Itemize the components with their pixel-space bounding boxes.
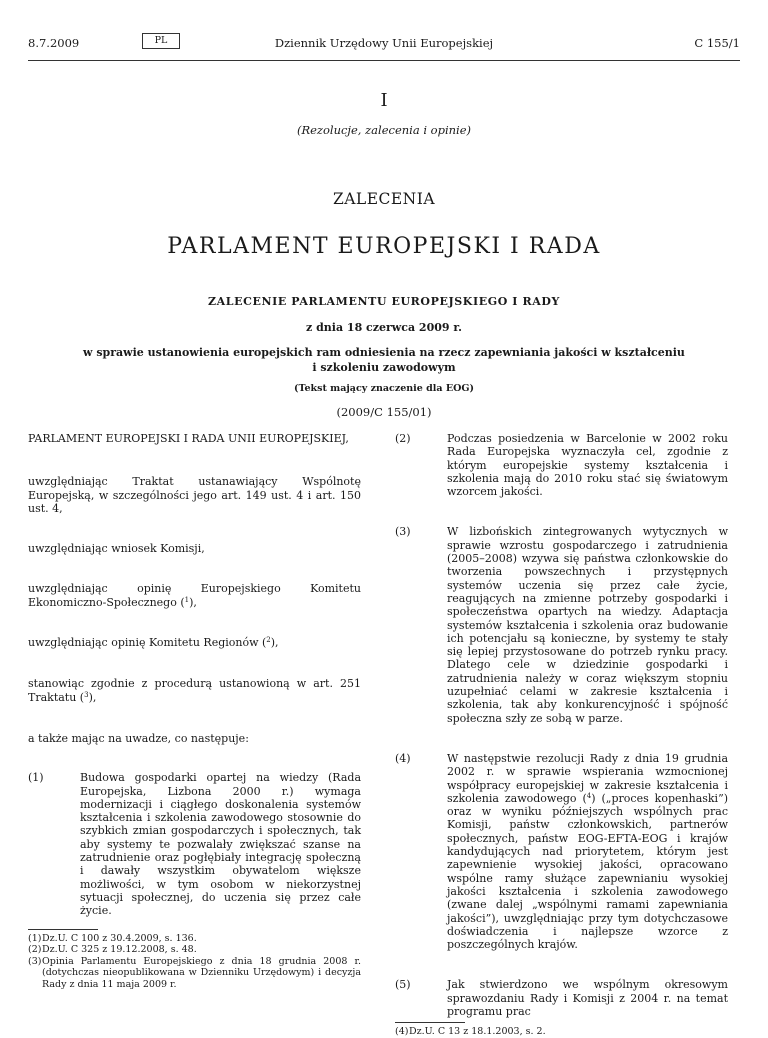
journal-title: Dziennik Urzędowy Unii Europejskiej — [274, 36, 494, 50]
footnote-ref[interactable]: 4 — [586, 791, 592, 800]
recital-1: (1) Budowa gospodarki opartej na wiedzy (Rada Europejska, Lizbona 2000 r.) wymaga modernizacji i ciągłego doskonalenia systemów kształcenia i szkolenia zawodowego stosownie do szybkich zmian gospodarczych i społecznych, tak aby systemy te pozwalały zwiększać szanse na zatrudnienie oraz pogłębiały integrację społeczną i dawały wszystkim obywatelom większe możliwości, w tym osobom w niekorzystnej sytuacji społecznej, do uczenia się przez całe życie. — [28, 771, 361, 918]
citation-eesc: uwzględniając opinię Europejskiego Komitetu Ekonomiczno-Społecznego ($^1$), — [28, 582, 361, 609]
recommendation-title: ZALECENIE PARLAMENTU EUROPEJSKIEGO I RADY — [208, 295, 560, 308]
subject-line-1: w sprawie ustanowienia europejskich ram odniesienia na rzecz zapewniania jakości w kształceniu — [83, 346, 685, 359]
recital-2: (2) Podczas posiedzenia w Barcelonie w 2002 roku Rada Europejska wyznaczyła cel, zgodnie z którym europejskie systemy kształcenia i szkolenia mają do 2010 roku stać się światowym wzorcem jakości. — [395, 432, 728, 499]
footnote-1: (1) Dz.U. C 100 z 30.4.2009, s. 136. — [28, 932, 197, 944]
document-reference: (2009/C 155/01) — [336, 405, 432, 419]
citation-regions: uwzględniając opinię Komitetu Regionów ($^2$), — [28, 636, 279, 650]
citation-commission: uwzględniając wniosek Komisji, — [28, 542, 205, 556]
recommendation-date: z dnia 18 czerwca 2009 r. — [306, 321, 462, 334]
section-heading: ZALECENIA — [332, 190, 436, 208]
header-divider — [28, 60, 740, 61]
footnote-2: (2) Dz.U. C 325 z 19.12.2008, s. 48. — [28, 944, 197, 956]
recital-3: (3) W lizbońskich zintegrowanych wytycznych w sprawie wzrostu gospodarczego i zatrudnienia (2005–2008) wzywa się państwa członkowskie do tworzenia powszechnych i przystępnych systemów uczenia się przez całe życie, reagujących na zmienne potrzeby gospodarki i społeczeństwa opartych na wiedzy. Adaptacja systemów kształcenia i szkolenia oraz budowanie ich potencjału są konieczne, by systemy te stały się lepiej przystosowane do potrzeb rynku pracy. Dlatego cele w dziedzinie gospodarki i zatrudnienia należy w coraz większym stopniu uzupełniać celami w zakresie kształcenia i szkolenia, tak aby konkurencyjność i spójność społeczna szły ze sobą w parze. — [395, 525, 728, 725]
citation-procedure: stanowiąc zgodnie z procedurą ustanowioną w art. 251 Traktatu ($^3$), — [28, 677, 361, 704]
left-column — [28, 432, 361, 990]
footnote-ref[interactable]: 2 — [266, 636, 271, 645]
recital-4: (4) W następstwie rezolucji Rady z dnia 19 grudnia 2002 r. w sprawie wspierania wzmocnionej współpracy europejskiej w zakresie kształcenia i szkolenia zawodowego ($^4$) („proces kopenhaski”) oraz w wyniku późniejszych wspólnych prac Komisji, państw członkowskich, partnerów społecznych, państw EOG-EFTA-EOG i krajów kandydujących nad priorytetem, którym jest zapewnienie wysokiej jakości, opracowano wspólne ramy służące zapewnianiu wysokiej jakości kształcenia i szkolenia zawodowego (zwane dalej „wspólnymi ramami zapewniania jakości”), uwzględniając przy tym dotychczasowe doświadczenia i najlepsze wzorce z poszczególnych krajów. — [395, 751, 728, 952]
footnote-ref[interactable]: 1 — [184, 595, 190, 604]
footnote-ref[interactable]: 3 — [84, 690, 89, 699]
eea-relevance-note: (Tekst mający znaczenie dla EOG) — [294, 383, 474, 394]
institution-heading: PARLAMENT EUROPEJSKI I RADA — [167, 234, 601, 259]
footnote-4: (4) Dz.U. C 13 z 18.1.2003, s. 2. — [395, 1026, 546, 1038]
right-column — [395, 432, 728, 1038]
part-number: I — [380, 90, 388, 111]
preamble-intro: PARLAMENT EUROPEJSKI I RADA UNII EUROPEJSKIEJ, — [28, 432, 349, 445]
recitals-intro: a także mając na uwadze, co następuje: — [28, 731, 249, 745]
recital-5: (5) Jak stwierdzono we wspólnym okresowym sprawozdaniu Rady i Komisji z 2004 r. na temat programu prac — [395, 978, 728, 1018]
language-badge: PL — [142, 33, 180, 49]
recommendation-subject — [0, 345, 768, 375]
citation-treaty: uwzględniając Traktat ustanawiający Wspólnotę Europejską, w szczególności jego art. 149 ust. 4 i art. 150 ust. 4, — [28, 475, 361, 515]
part-subtitle: (Rezolucje, zalecenia i opinie) — [296, 123, 472, 137]
footnote-3: (3) Opinia Parlamentu Europejskiego z dnia 18 grudnia 2008 r. (dotychczas nieopublikowana w Dzienniku Urzędowym) i decyzja Rady z dnia 11 maja 2009 r. — [28, 955, 361, 990]
header-page-ref: C 155/1 — [694, 36, 740, 50]
header-date: 8.7.2009 — [28, 36, 80, 50]
subject-line-2: i szkoleniu zawodowym — [312, 361, 456, 374]
